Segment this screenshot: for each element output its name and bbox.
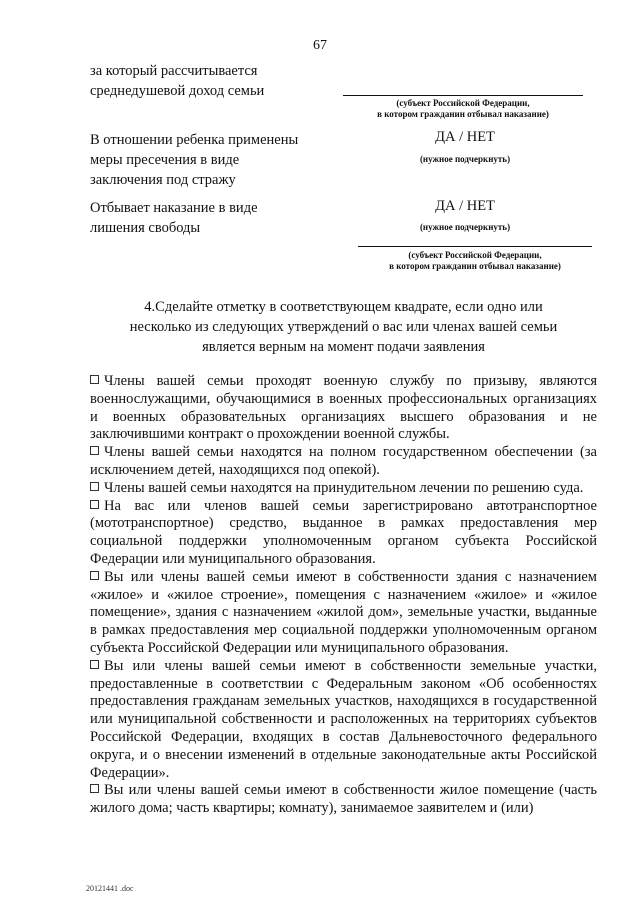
list-item [90, 782, 597, 818]
custody-label-line1: В отношении ребенка применены [90, 132, 299, 148]
list-item [90, 569, 597, 658]
prison-note-line1: (субъект Российской Федерации, [408, 250, 542, 260]
residence-note [343, 98, 583, 120]
residence-label-line2: среднедушевой доход семьи [90, 83, 265, 99]
section4-title-line2: несколько из следующих утверждений о вас или членах вашей семьи [129, 319, 558, 335]
list-item-text: Члены вашей семьи проходят военную службу по призыву, являются военнослужащими, обучающимися в военных профессиональных организациях и военных образовательных организациях высшего образования и не заключившими контракт о прохождении военной службы. [90, 373, 597, 443]
section4-title [90, 297, 597, 357]
custody-label-line3: заключения под стражу [90, 172, 236, 188]
list-item-text: Члены вашей семьи находятся на принудительном лечении по решению суда. [104, 479, 584, 496]
list-item [90, 480, 597, 498]
residence-note-line1: (субъект Российской Федерации, [396, 98, 530, 108]
prison-yes-no[interactable]: ДА / НЕТ [435, 198, 495, 214]
list-item [90, 444, 597, 480]
prison-note-line2: в котором гражданин отбывал наказание) [389, 261, 561, 271]
residence-fill-line[interactable] [343, 95, 583, 96]
list-item [90, 373, 597, 444]
list-item-text: На вас или членов вашей семьи зарегистрировано автотранспортное (мототранспортное) средство, выданное в рамках предоставления мер социальной поддержки уполномоченным органом субъекта Российской Федерации или муниципального образования. [90, 497, 597, 567]
prison-label [90, 198, 258, 238]
custody-label-line2: меры пресечения в виде [90, 152, 240, 168]
file-name-footer: 20121441 .doc [86, 884, 134, 893]
list-item-text: Вы или члены вашей семьи имеют в собственности земельные участки, предоставленные в соответствии с Федеральным законом «Об особенностях предоставления гражданам земельных участков, находящихся в государственной или муниципальной собственности и расположенных на территориях субъектов Российской Федерации, входящих в состав Дальневосточного федерального округа, и о внесении изменений в отдельные законодательные акты Российской Федерации». [90, 657, 597, 781]
custody-hint: (нужное подчеркнуть) [419, 154, 511, 164]
prison-label-line2: лишения свободы [90, 220, 201, 236]
list-item-text: Вы или члены вашей семьи имеют в собственности жилое помещение (часть жилого дома; часть квартиры; комнату), занимаемое заявителем и (или) [90, 782, 597, 817]
prison-fill-line[interactable] [358, 246, 592, 247]
checkbox[interactable] [90, 482, 99, 491]
list-item-text: Члены вашей семьи находятся на полном государственном обеспечении (за исключением детей, находящихся под опекой). [90, 444, 597, 478]
custody-label [90, 130, 298, 190]
page-number: 67 [313, 38, 327, 53]
checkbox[interactable] [90, 446, 99, 455]
section4-checklist [90, 373, 597, 818]
list-item [90, 658, 597, 783]
checkbox[interactable] [90, 571, 99, 580]
checkbox[interactable] [90, 375, 99, 384]
section4-title-line1: 4.Сделайте отметку в соответствующем квадрате, если одно или [144, 299, 543, 315]
prison-label-line1: Отбывает наказание в виде [90, 200, 258, 216]
checkbox[interactable] [90, 784, 99, 793]
prison-hint: (нужное подчеркнуть) [419, 222, 511, 232]
custody-yes-no[interactable]: ДА / НЕТ [435, 129, 495, 145]
section4-title-line3: является верным на момент подачи заявления [202, 339, 485, 355]
list-item [90, 498, 597, 569]
residence-label-line1: за который рассчитывается [90, 63, 258, 79]
prison-note [358, 250, 592, 272]
checkbox[interactable] [90, 500, 99, 509]
residence-note-line2: в котором гражданин отбывал наказание) [377, 109, 549, 119]
checkbox[interactable] [90, 660, 99, 669]
residence-label [90, 61, 264, 101]
list-item-text: Вы или члены вашей семьи имеют в собственности здания с назначением «жилое» и «жилое строение», помещения с назначением «жилое» и «жилое помещение», здания с назначением «жилой дом», земельные участки, выданные в рамках предоставления мер социальной поддержки уполномоченным органом субъекта Российской Федерации или муниципального образования. [90, 568, 597, 656]
